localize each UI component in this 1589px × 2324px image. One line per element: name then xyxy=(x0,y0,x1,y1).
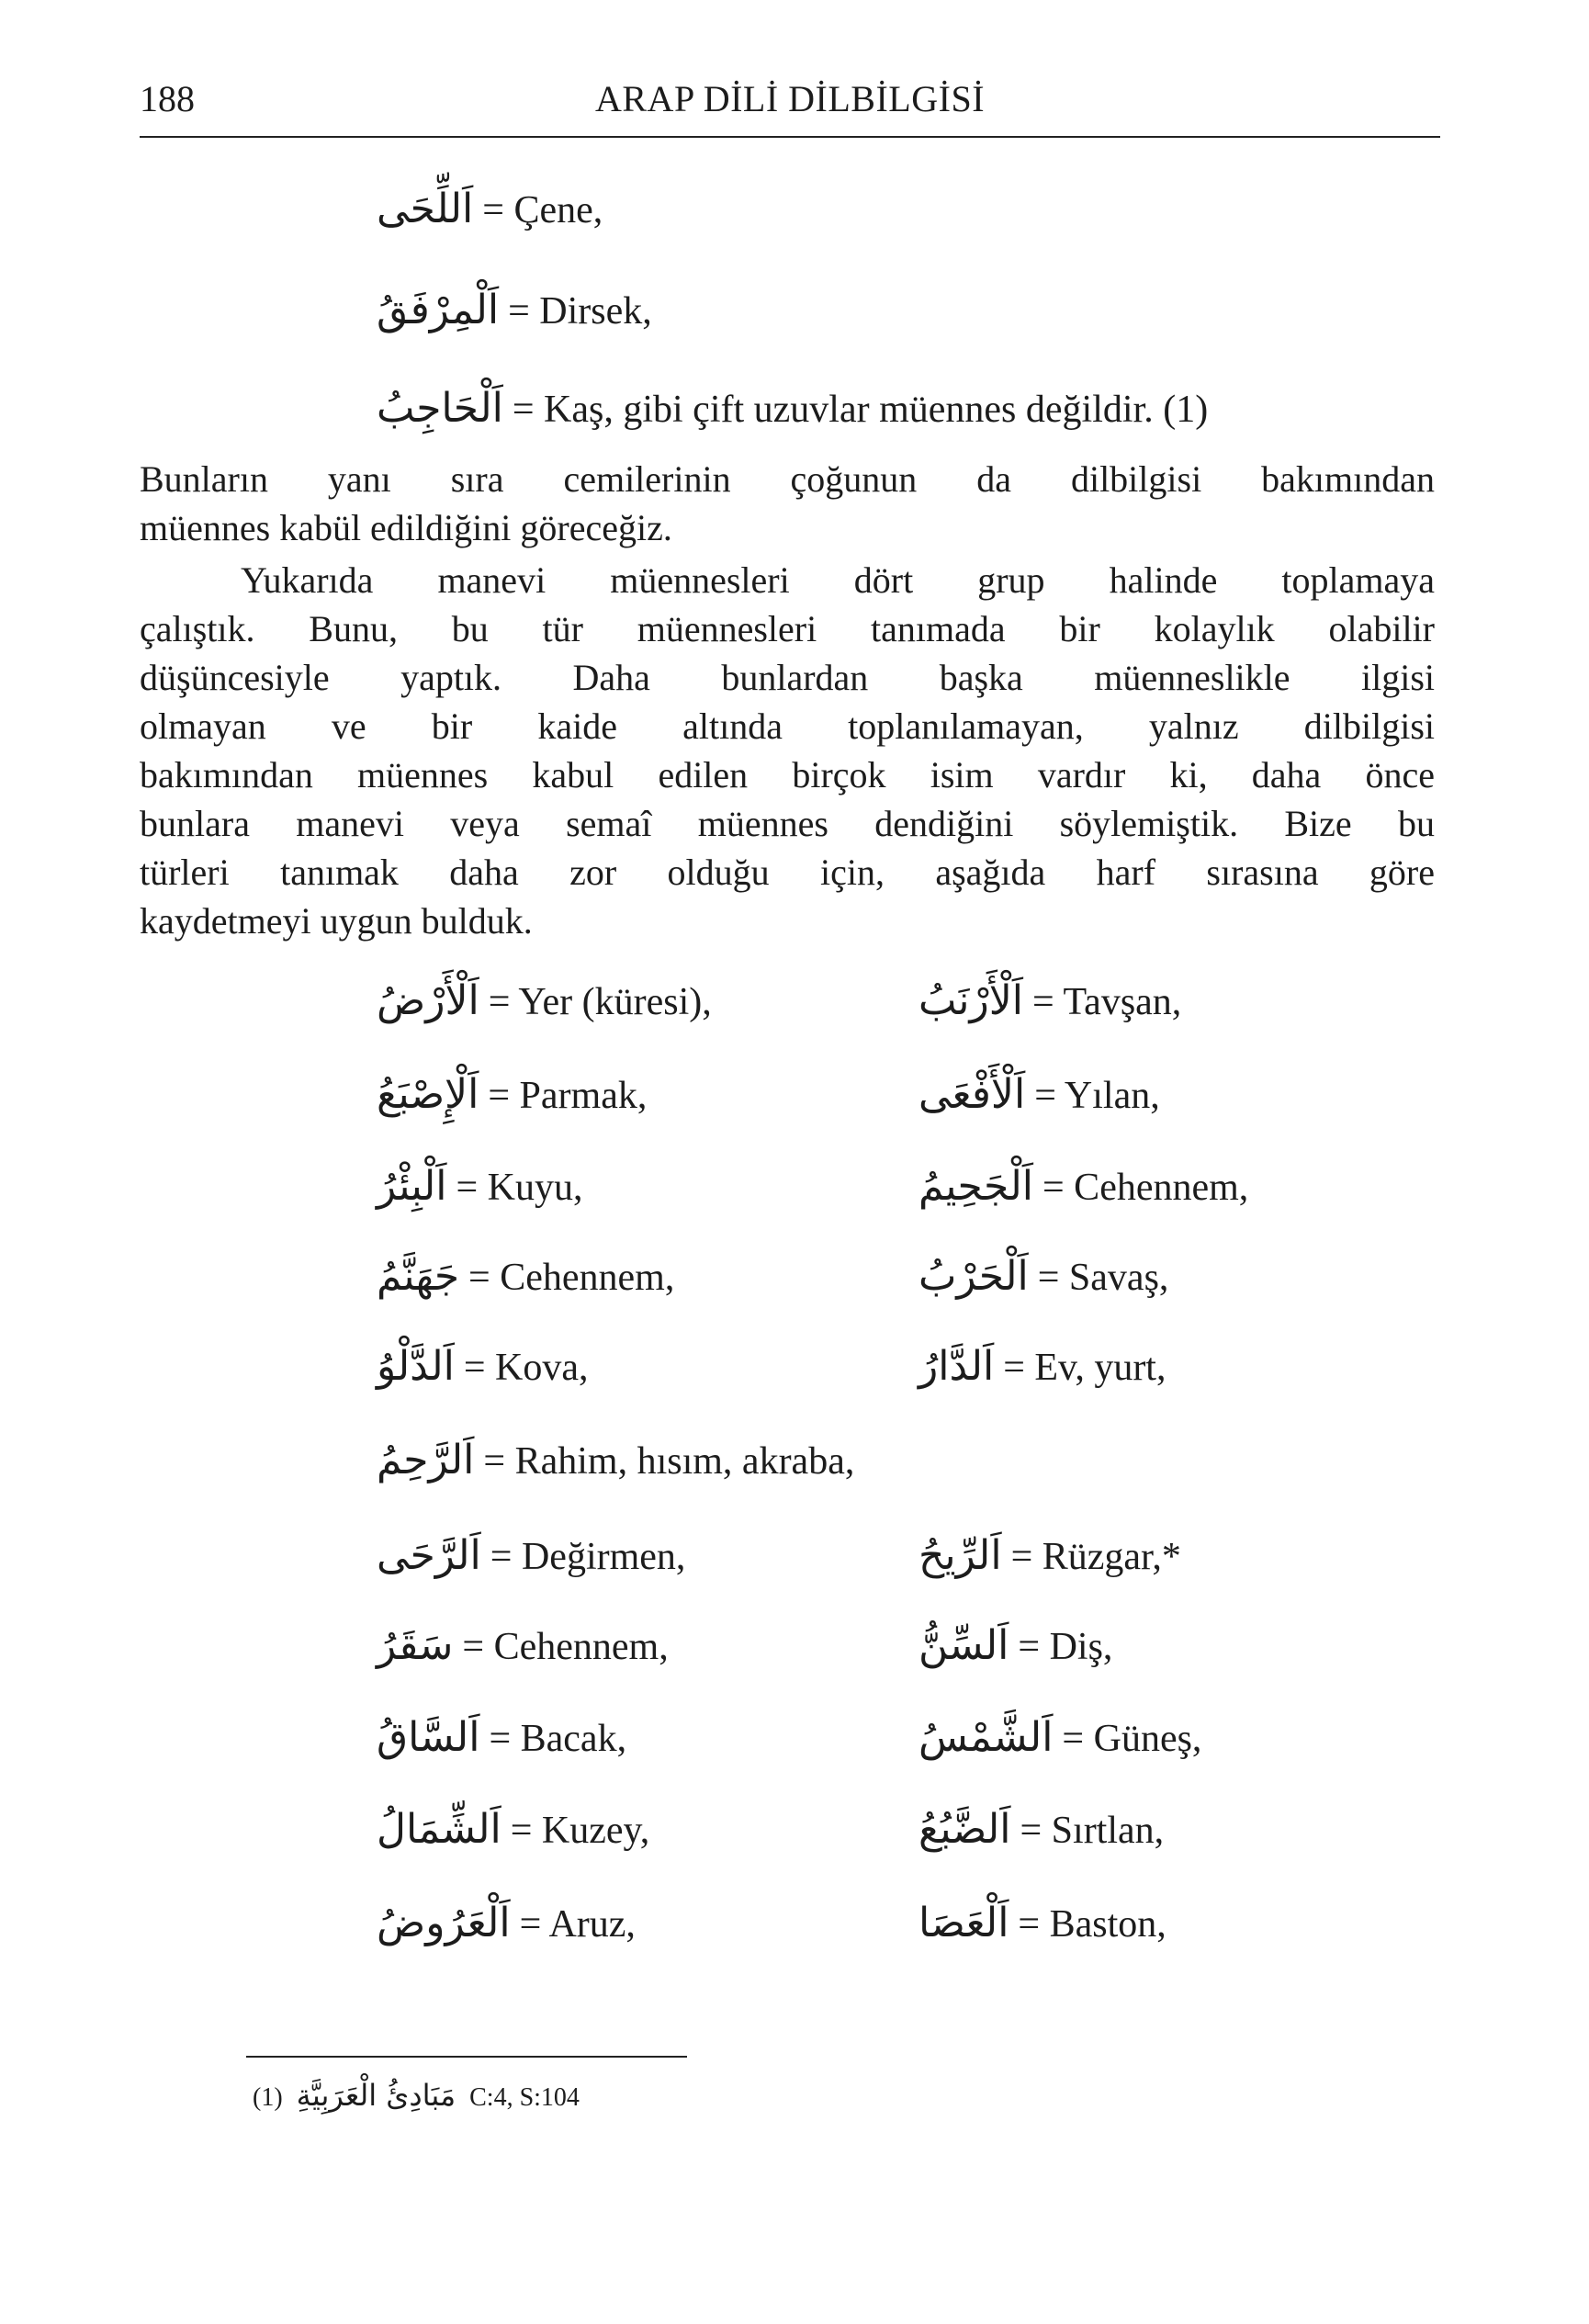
vocab-item xyxy=(377,1802,649,1858)
top-list-item xyxy=(377,381,1208,437)
arabic-word: اَلرِّيحُ xyxy=(918,1532,1002,1579)
paragraph-line: çalıştık. Bunu, bu tür müennesleri tanımada bir kolaylık olabilir xyxy=(140,608,1435,649)
meaning: = Cehennem, xyxy=(468,1257,675,1299)
vocab-item xyxy=(918,1339,1166,1395)
paragraph-line: bunlara manevi veya semaî müennes dendiğini söylemiştik. Bize bu xyxy=(140,803,1435,844)
meaning: = Kuyu, xyxy=(456,1167,583,1209)
paragraph-line: Yukarıda manevi müennesleri dört grup halinde toplamaya xyxy=(241,559,1435,601)
arabic-word: اَلْإِصْبَعُ xyxy=(377,1071,479,1118)
meaning: = Tavşan, xyxy=(1032,981,1182,1023)
arabic-word: اَلشِّمَالُ xyxy=(377,1806,501,1853)
arabic-word: اَلشَّمْسُ xyxy=(918,1714,1054,1761)
meaning: = Rahim, hısım, akraba, xyxy=(483,1440,855,1483)
vocab-item xyxy=(918,1249,1168,1305)
paragraph xyxy=(140,556,1435,945)
arabic-word: اَلسَّاقُ xyxy=(377,1714,480,1761)
vocab-item xyxy=(377,1529,685,1585)
arabic-word: اَلْأَرْنَبُ xyxy=(918,977,1024,1024)
meaning: = Yılan, xyxy=(1034,1075,1160,1117)
vocab-item xyxy=(377,974,712,1030)
paragraph-line: müennes kabül edildiğini göreceğiz. xyxy=(140,507,672,548)
meaning: = Aruz, xyxy=(519,1903,636,1946)
running-title: ARAP DİLİ DİLBİLGİSİ xyxy=(594,78,986,119)
meaning: = Bacak, xyxy=(489,1718,627,1760)
meaning: = Diş, xyxy=(1018,1626,1113,1668)
meaning: = Savaş, xyxy=(1037,1257,1169,1299)
meaning: = Rüzgar,* xyxy=(1010,1536,1181,1578)
top-list-item xyxy=(377,283,652,339)
meaning: = Değirmen, xyxy=(490,1536,686,1578)
page-number: 188 xyxy=(140,78,195,119)
vocab-item xyxy=(377,1249,674,1305)
vocab-item xyxy=(377,1433,854,1489)
arabic-word: اَلدَّلْوُ xyxy=(377,1343,455,1390)
meaning: = Cehennem, xyxy=(462,1626,669,1668)
paragraph-line: türleri tanımak daha zor olduğu için, aşağıda harf sırasına göre xyxy=(140,852,1435,893)
arabic-word: اَلرَّحِمُ xyxy=(377,1437,475,1484)
meaning: = Yer (küresi), xyxy=(488,981,712,1023)
arabic-word: اَلْعَصَا xyxy=(918,1900,1009,1946)
meaning: = Çene, xyxy=(482,189,603,231)
footnote xyxy=(253,2078,580,2113)
arabic-word: اَلْعَرُوضُ xyxy=(377,1900,511,1946)
arabic-word: اَلْبِئْرُ xyxy=(377,1163,447,1210)
footnote-marker: (1) xyxy=(253,2083,283,2112)
meaning: = Parmak, xyxy=(488,1075,648,1117)
footnote-source-arabic: مَبَادِئُ الْعَرَبِيَّةِ xyxy=(296,2078,456,2113)
vocab-item xyxy=(377,1619,669,1675)
top-list-item xyxy=(377,182,603,238)
vocab-item xyxy=(918,974,1181,1030)
footnote-reference: C:4, S:104 xyxy=(469,2083,580,2112)
arabic-word: سَقَرُ xyxy=(377,1622,454,1669)
vocab-item xyxy=(377,1339,589,1395)
footnote-divider xyxy=(246,2056,687,2058)
vocab-item xyxy=(918,1159,1248,1215)
meaning: = Kova, xyxy=(463,1347,589,1389)
paragraph-line: olmayan ve bir kaide altında toplanılamayan, yalnız dilbilgisi xyxy=(140,705,1435,747)
arabic-word: اَلسِّنُّ xyxy=(918,1622,1009,1669)
meaning: = Ev, yurt, xyxy=(1003,1347,1166,1389)
vocab-item xyxy=(918,1619,1112,1675)
vocab-item xyxy=(377,1710,626,1766)
arabic-word: اَللِّحَى xyxy=(377,186,474,232)
arabic-word: اَلْمِرْفَقُ xyxy=(377,287,500,333)
meaning: = Güneş, xyxy=(1062,1718,1202,1760)
paragraph-line: Bunların yanı sıra cemilerinin çoğunun da dilbilgisi bakımından xyxy=(140,458,1435,500)
meaning: = Dirsek, xyxy=(508,290,652,333)
vocab-item xyxy=(918,1802,1164,1858)
vocab-item xyxy=(377,1159,583,1215)
arabic-word: اَلْحَرْبُ xyxy=(918,1253,1029,1300)
paragraph-line: bakımından müennes kabul edilen birçok isim vardır ki, daha önce xyxy=(140,754,1435,795)
arabic-word: اَلرَّحَى xyxy=(377,1532,481,1579)
page-header xyxy=(140,72,1440,138)
vocab-item xyxy=(918,1067,1160,1123)
arabic-word: اَلْحَاجِبُ xyxy=(377,385,503,432)
meaning: = Kuzey, xyxy=(510,1810,650,1852)
paragraph-line: düşüncesiyle yaptık. Daha bunlardan başka müenneslikle ilgisi xyxy=(140,657,1435,698)
vocab-item xyxy=(377,1067,647,1123)
arabic-word: اَلضَّبُعُ xyxy=(918,1806,1011,1853)
meaning: = Sırtlan, xyxy=(1020,1810,1165,1852)
paragraph xyxy=(140,455,1435,552)
vocab-item xyxy=(377,1896,636,1952)
meaning: = Baston, xyxy=(1018,1903,1166,1946)
meaning: = Cehennem, xyxy=(1042,1167,1249,1209)
vocab-item xyxy=(918,1529,1181,1585)
arabic-word: اَلْأَفْعَى xyxy=(918,1071,1026,1118)
vocab-item xyxy=(918,1896,1166,1952)
vocab-item xyxy=(918,1710,1201,1766)
arabic-word: اَلْجَحِيمُ xyxy=(918,1163,1033,1210)
arabic-word: اَلْأَرْضُ xyxy=(377,977,479,1024)
arabic-word: جَهَنَّمُ xyxy=(377,1253,460,1300)
meaning: = Kaş, gibi çift uzuvlar müennes değildir. (1) xyxy=(512,389,1209,431)
arabic-word: اَلدَّارُ xyxy=(918,1343,995,1390)
paragraph-line: kaydetmeyi uygun bulduk. xyxy=(140,900,533,942)
